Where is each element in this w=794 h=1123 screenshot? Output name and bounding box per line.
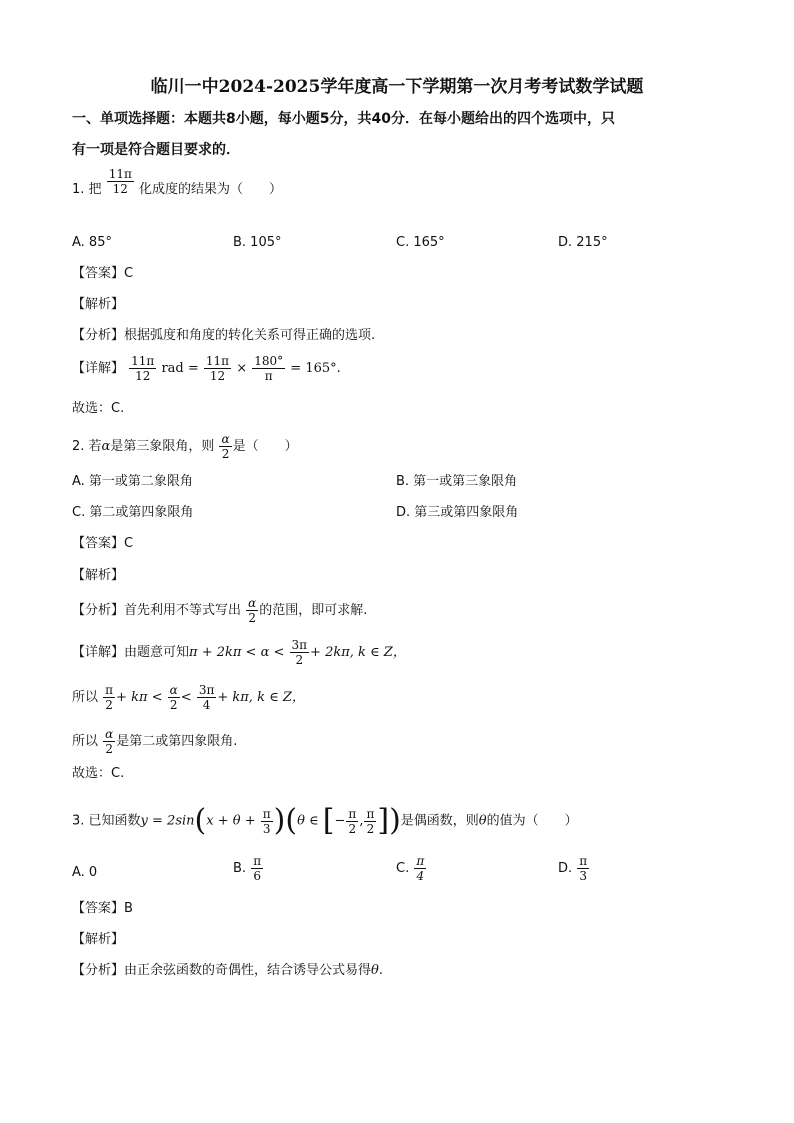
q3-math-arg: x + θ +	[206, 813, 256, 829]
left-bracket: [	[322, 803, 335, 838]
option-letter: B.	[233, 861, 247, 876]
fraction-numerator: α	[169, 683, 178, 697]
fraction-denominator: 2	[221, 447, 230, 461]
question-3-number: 3. 已知函数	[72, 813, 141, 829]
fenxi-fraction	[246, 596, 258, 625]
q3-option-a: A. 0	[72, 865, 98, 880]
fraction-denominator: 2	[248, 611, 257, 625]
question-2-text: 是第三象限角，则	[110, 439, 215, 454]
question-1-number: 1. 把	[72, 182, 102, 197]
question-2-number: 2. 若	[72, 439, 102, 454]
q3-fenxi	[72, 962, 383, 980]
fraction-denominator: 12	[112, 182, 128, 196]
detail-times: ×	[236, 361, 248, 376]
q3-option-b	[233, 854, 264, 883]
detail-math-end: + 2kπ, k ∈ Z，	[310, 645, 406, 660]
q1-option-d: D. 215°	[558, 235, 608, 250]
detail-math: π + 2kπ < α <	[189, 645, 285, 660]
detail-result: = 165°.	[290, 361, 341, 376]
fraction-denominator: 4	[202, 698, 211, 712]
fraction-numerator: 3π	[291, 638, 308, 652]
q2-analysis-label: 【解析】	[72, 568, 125, 583]
fraction-numerator: α	[248, 596, 257, 610]
q3-option-c	[396, 854, 427, 883]
q1-detail	[72, 354, 341, 383]
q2-so-2	[72, 727, 237, 756]
detail-fraction-3	[252, 354, 285, 383]
fraction-numerator: 11π	[108, 167, 132, 181]
fraction-numerator: π	[366, 806, 375, 821]
so-text: 所以	[72, 734, 99, 749]
fraction-denominator: 2	[295, 653, 304, 667]
q3-math-func: y = 2sin	[140, 813, 195, 829]
option-letter: D.	[558, 861, 573, 876]
option-letter: C.	[396, 861, 410, 876]
fenxi-end: .	[378, 963, 383, 978]
so-text: 所以	[72, 690, 99, 705]
section-heading-line1: 一、单项选择题：本题共8小题，每小题5分，共40分．在每小题给出的四个选项中，只	[72, 111, 615, 127]
q3-analysis-label: 【解析】	[72, 932, 125, 947]
so-math-2: <	[180, 690, 192, 705]
q2-option-a: A. 第一或第二象限角	[72, 474, 193, 489]
q2-option-c: C. 第二或第四象限角	[72, 505, 194, 520]
question-2-fraction	[219, 432, 231, 461]
fraction-denominator: 12	[135, 369, 151, 383]
so-fraction-2	[168, 683, 180, 712]
q1-option-a: A. 85°	[72, 235, 112, 250]
fraction-numerator: π	[262, 806, 271, 821]
q2-option-d: D. 第三或第四象限角	[396, 505, 519, 520]
section-heading-line2: 有一项是符合题目要求的．	[72, 142, 240, 158]
q3-answer: 【答案】B	[72, 901, 133, 916]
fraction-denominator: π	[264, 369, 273, 383]
right-bracket: ]	[377, 803, 390, 838]
fraction-numerator: 180°	[254, 354, 284, 368]
page-title: 临川一中2024-2025学年度高一下学期第一次月考考试数学试题	[150, 77, 644, 97]
fenxi-text: 【分析】首先利用不等式写出	[72, 603, 242, 618]
so-math-3: + kπ, k ∈ Z，	[217, 690, 305, 705]
q1-analysis-label: 【解析】	[72, 297, 125, 312]
left-paren: (	[194, 803, 207, 838]
so-text-end: 是第二或第四象限角.	[116, 734, 238, 749]
fraction-denominator: 2	[366, 821, 375, 836]
fraction-numerator: π	[579, 854, 588, 868]
right-paren: )	[273, 803, 286, 838]
fraction-denominator: 2	[348, 821, 357, 836]
q3-fraction-3	[364, 807, 376, 836]
option-fraction	[577, 854, 589, 883]
q2-answer: 【答案】C	[72, 536, 134, 551]
q3-fraction-1	[261, 807, 273, 836]
comma: ,	[359, 813, 364, 829]
fraction-denominator: 3	[579, 869, 588, 883]
q1-choose: 故选：C.	[72, 401, 125, 416]
fraction-numerator: 11π	[131, 354, 155, 368]
fenxi-text-end: 的范围，即可求解.	[259, 603, 368, 618]
q1-option-b: B. 105°	[233, 235, 282, 250]
minus-sign: −	[334, 813, 346, 829]
detail-fraction-1	[129, 354, 156, 383]
question-3-tail: 是偶函数，则	[400, 813, 479, 829]
fraction-numerator: π	[105, 683, 114, 697]
question-1-stem-tail: 化成度的结果为（ ）	[138, 182, 282, 197]
fraction-denominator: 2	[105, 742, 114, 756]
q3-math-theta: θ ∈	[297, 813, 319, 829]
q3-option-d	[558, 854, 590, 883]
detail-fraction-2	[204, 354, 231, 383]
q2-choose: 故选：C.	[72, 766, 125, 781]
question-2-tail: 是（ ）	[232, 439, 298, 454]
fraction-numerator: π	[348, 806, 357, 821]
fraction-denominator: 2	[105, 698, 113, 712]
so-fraction	[103, 727, 115, 756]
q3-fraction-2	[346, 807, 358, 836]
left-paren: (	[285, 803, 298, 838]
fraction-denominator: 3	[262, 821, 271, 836]
so-fraction-3	[197, 683, 217, 712]
question-3-stem	[72, 803, 578, 838]
q1-option-c: C. 165°	[396, 235, 445, 250]
option-fraction	[251, 854, 263, 883]
fraction-denominator: 12	[209, 369, 226, 383]
q1-fenxi: 【分析】根据弧度和角度的转化关系可得正确的选项.	[72, 328, 376, 343]
fraction-numerator: 3π	[198, 683, 215, 697]
question-3-tail-2: 的值为（ ）	[486, 813, 578, 829]
q2-so-1	[72, 683, 305, 712]
question-2-stem	[72, 432, 298, 461]
fraction-numerator: α	[221, 432, 230, 446]
theta-symbol: θ	[371, 963, 379, 978]
fraction-numerator: 11π	[205, 354, 230, 368]
fenxi-text: 【分析】由正余弦函数的奇偶性，结合诱导公式易得	[72, 963, 372, 978]
alpha-symbol: α	[101, 439, 111, 454]
detail-fraction	[290, 638, 310, 667]
detail-rad: rad =	[161, 361, 199, 376]
q1-answer: 【答案】C	[72, 266, 134, 281]
fraction-denominator: 6	[253, 869, 261, 883]
so-math-1: + kπ <	[116, 690, 163, 705]
q2-fenxi	[72, 596, 367, 625]
fraction-numerator: π	[416, 854, 425, 868]
theta-symbol: θ	[478, 813, 487, 829]
question-1-fraction	[107, 167, 134, 196]
right-paren: )	[389, 803, 401, 838]
q2-option-b: B. 第一或第三象限角	[396, 474, 518, 489]
q2-detail	[72, 638, 406, 667]
fraction-numerator: π	[253, 854, 262, 868]
fraction-denominator: 4	[416, 869, 425, 883]
detail-text: 【详解】由题意可知	[72, 645, 190, 660]
fraction-numerator: α	[105, 727, 114, 741]
option-fraction	[414, 854, 426, 883]
fraction-denominator: 2	[169, 698, 178, 712]
so-fraction-1	[103, 683, 115, 712]
detail-label: 【详解】	[72, 361, 125, 376]
